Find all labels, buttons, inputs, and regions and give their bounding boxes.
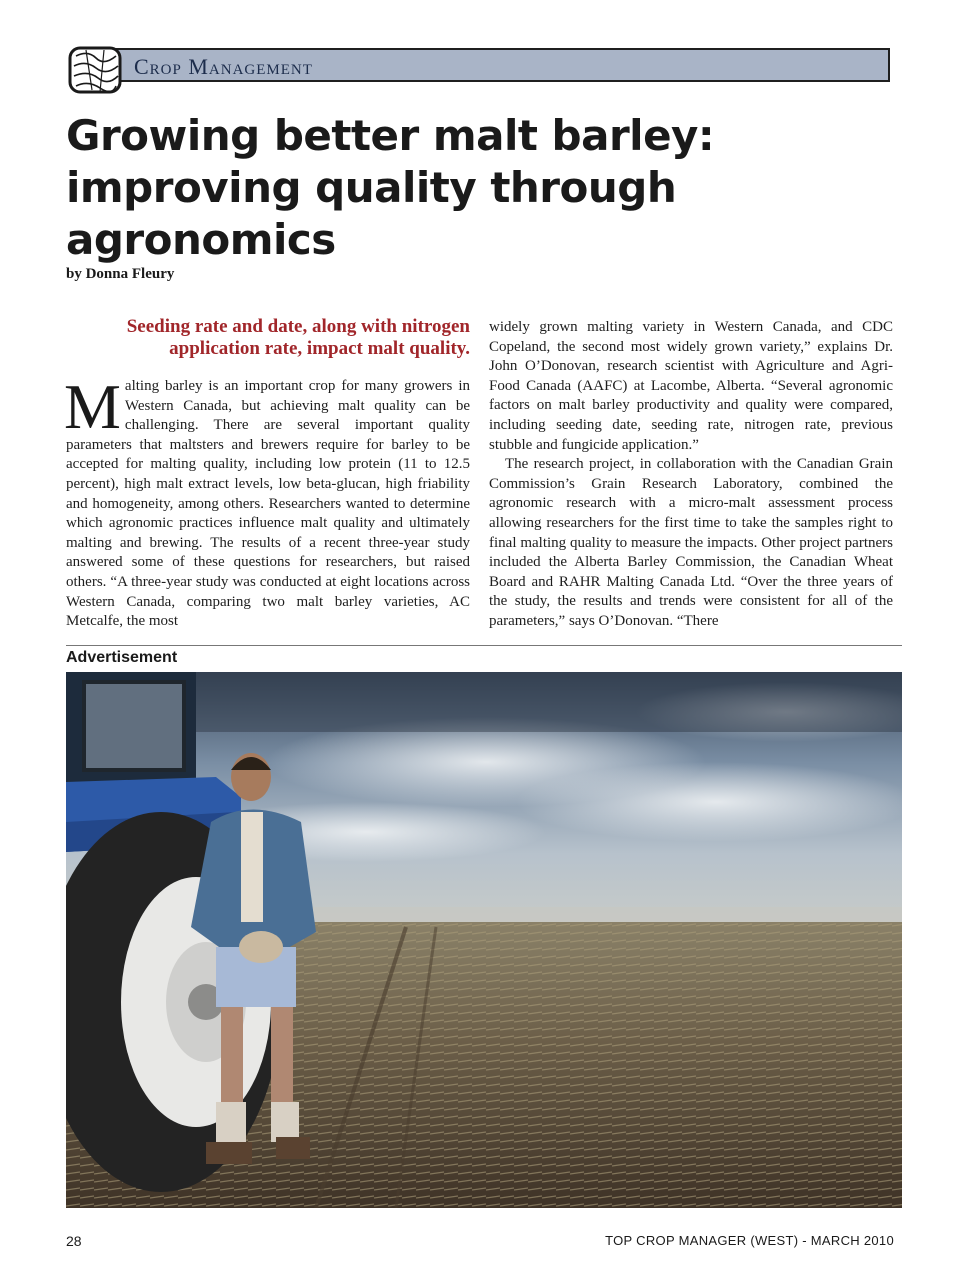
drop-cap: M: [64, 371, 121, 442]
article-paragraph: The research project, in collaboration with the Canadian Grain Commission’s Grain Research Laboratory, combined the agronomic research with a micro-malt assessment process allowing researchers for the first time to take the samples right to final malting quality to measure the impacts. Other project partners included the Alberta Barley Commission, the Canadian Wheat Board and RAHR Malting Canada Ltd. “Over the three years of the study, the results and trends were consistent for all of the parameters,” says O’Donovan. “There: [489, 456, 893, 629]
publication-footer: TOP CROP MANAGER (WEST) - MARCH 2010: [605, 1233, 894, 1248]
article-byline: by Donna Fleury: [66, 266, 175, 282]
advertisement-photo: [66, 672, 902, 1208]
field-map-icon: [66, 42, 126, 98]
article-deck: Seeding rate and date, along with nitrogen application rate, impact malt quality.: [126, 316, 470, 359]
column-1-text: alting barley is an important crop for many growers in Western Canada, but achieving malt quality can be challenging. There are several important quality parameters that maltsters and brewers require for barley to be accepted for malting quality, including low protein (11 to 12.5 percent), high malt extract levels, low beta-glucan, high friability and homogeneity, among others. Researchers wanted to determine which agronomic practices influence malt quality and ultimately malting and brewing. The results of a recent three-year study answered some of these questions for researchers, but raised others. “A three-year study was conducted at eight locations across Western Canada, comparing two malt barley varieties, AC Metcalfe, the most: [66, 378, 470, 630]
article-paragraph: widely grown malting variety in Western Canada, and CDC Copeland, the second most widely grown variety,” explains Dr. John O’Donovan, research scientist with Agriculture and Agri-Food Canada (AAFC) at Lacombe, Alberta. “Several agronomic factors on malt barley productivity and quality were compared, including seeding date, seeding rate, nitrogen rate, previous stubble and fungicide application.”: [489, 319, 893, 453]
advertisement-label: Advertisement: [66, 649, 178, 666]
page-number: 28: [66, 1233, 82, 1249]
article-column-1: [64, 371, 470, 632]
section-title: Crop Management: [134, 54, 313, 79]
article-headline: Growing better malt barley: improving quality through agronomics: [66, 111, 715, 264]
advertisement-divider: [66, 645, 902, 646]
article-paragraph: [64, 371, 470, 632]
article-column-2: [489, 318, 893, 632]
